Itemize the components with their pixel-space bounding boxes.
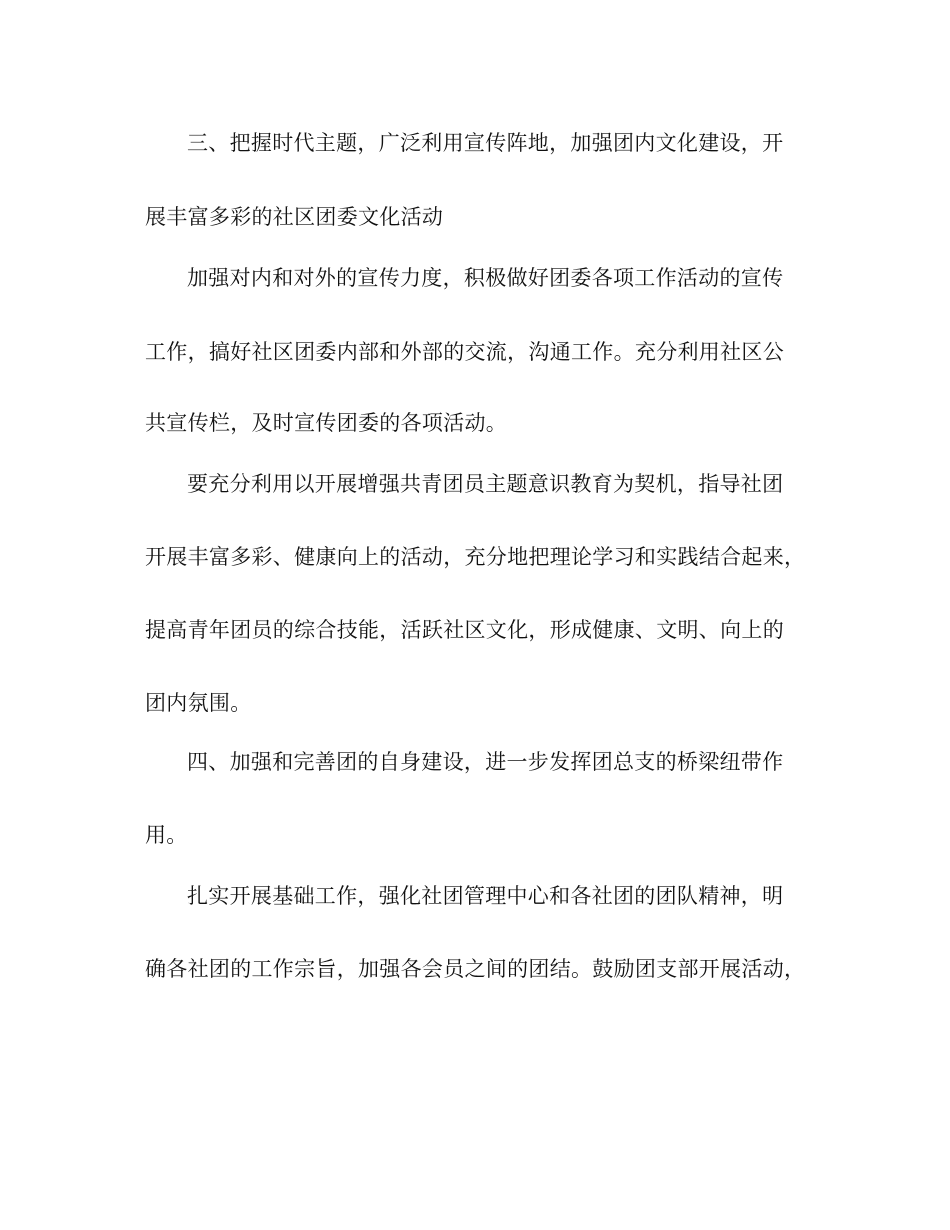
paragraph-education-line-4: 团内氛围。 bbox=[145, 691, 252, 715]
section-four-heading-line-1: 四、加强和完善团的自身建设，进一步发挥团总支的桥梁纽带作 bbox=[187, 750, 784, 774]
paragraph-foundation-line-1: 扎实开展基础工作，强化社团管理中心和各社团的团队精神，明 bbox=[187, 884, 784, 908]
section-three-heading-line-2: 展丰富多彩的社区团委文化活动 bbox=[145, 205, 444, 229]
section-four-heading-line-2: 用。 bbox=[145, 823, 188, 847]
paragraph-publicity-line-3: 共宣传栏，及时宣传团委的各项活动。 bbox=[145, 411, 508, 435]
section-three-heading-line-1: 三、把握时代主题，广泛利用宣传阵地，加强团内文化建设，开 bbox=[187, 131, 784, 155]
paragraph-education-line-1: 要充分利用以开展增强共青团员主题意识教育为契机，指导社团 bbox=[187, 472, 784, 496]
paragraph-publicity-line-1: 加强对内和对外的宣传力度，积极做好团委各项工作活动的宣传 bbox=[187, 266, 784, 290]
paragraph-education-line-2: 开展丰富多彩、健康向上的活动，充分地把理论学习和实践结合起来， bbox=[145, 545, 806, 569]
paragraph-foundation-line-2: 确各社团的工作宗旨，加强各会员之间的团结。鼓励团支部开展活动， bbox=[145, 957, 806, 981]
paragraph-publicity-line-2: 工作，搞好社区团委内部和外部的交流，沟通工作。充分利用社区公 bbox=[145, 340, 784, 364]
paragraph-education-line-3: 提高青年团员的综合技能，活跃社区文化，形成健康、文明、向上的 bbox=[145, 618, 784, 642]
